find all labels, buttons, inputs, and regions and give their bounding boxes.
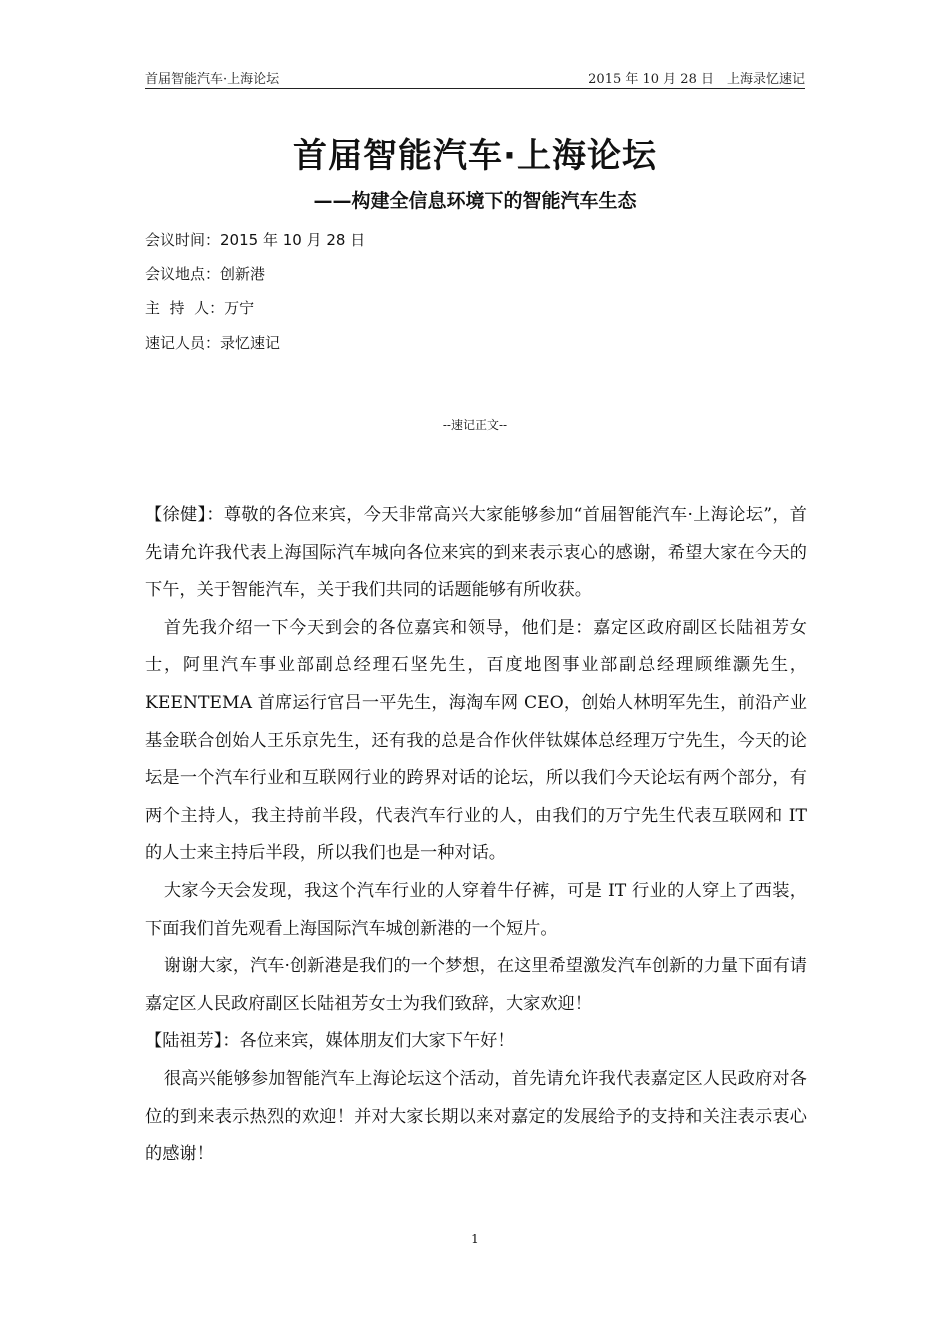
transcript-paragraph — [145, 1061, 807, 1174]
paragraph-text: 首先我介绍一下今天到会的各位嘉宾和领导，他们是：嘉定区政府副区长陆祖芳女士，阿里汽车事业部副总经理石坚先生，百度地图事业部副总经理顾维灏先生，KEENTEMA 首席运行官吕一平先生，海淘车网 CEO，创始人林明军先生，前沿产业基金联合创始人王乐京先生，还有我的总是合作伙伴钛媒体总经理万宁先生，今天的论坛是一个汽车行业和互联网行业的跨界对话的论坛，所以我们今天论坛有两个部分，有两个主持人，我主持前半段，代表汽车行业的人，由我们的万宁先生代表互联网和 IT 的人士来主持后半段，所以我们也是一种对话。 — [145, 617, 807, 864]
page-number: 1 — [471, 1232, 479, 1246]
document-title: 首届智能汽车·上海论坛 — [293, 136, 657, 176]
transcript-body — [145, 497, 807, 1174]
speaker-label: 【徐健】 — [145, 505, 207, 525]
meeting-time: 会议时间：2015 年 10 月 28 日 — [145, 231, 366, 249]
paragraph-text: ：各位来宾，媒体朋友们大家下午好！ — [222, 1031, 515, 1052]
paragraph-text: ：尊敬的各位来宾，今天非常高兴大家能够参加“首届智能汽车·上海论坛”，首先请允许我代表上海国际汽车城向各位来宾的到来表示衷心的感谢，希望大家在今天的下午，关于智能汽车，关于我们共同的话题能够有所收获。 — [145, 505, 807, 601]
transcript-divider-label: --速记正文-- — [442, 418, 508, 432]
paragraph-text: 大家今天会发现，我这个汽车行业的人穿着牛仔裤，可是 IT 行业的人穿上了西装，下面我们首先观看上海国际汽车城创新港的一个短片。 — [145, 880, 807, 939]
document-subtitle: ——构建全信息环境下的智能汽车生态 — [313, 190, 637, 212]
transcript-paragraph — [145, 610, 807, 873]
transcript-paragraph — [145, 1023, 807, 1061]
meeting-place: 会议地点：创新港 — [145, 265, 266, 283]
transcript-paragraph — [145, 497, 807, 610]
meeting-host: 主 持 人：万宁 — [145, 299, 255, 317]
header-left-text: 首届智能汽车·上海论坛 — [145, 72, 280, 87]
paragraph-text: 谢谢大家，汽车·创新港是我们的一个梦想，在这里希望激发汽车创新的力量下面有请嘉定区人民政府副区长陆祖芳女士为我们致辞，大家欢迎！ — [145, 956, 807, 1014]
header-right-text: 2015 年 10 月 28 日 上海录忆速记 — [588, 72, 805, 87]
meeting-recorder: 速记人员：录忆速记 — [145, 334, 281, 352]
page-header — [145, 66, 805, 89]
speaker-label: 【陆祖芳】 — [145, 1031, 223, 1052]
transcript-paragraph — [145, 948, 807, 1023]
paragraph-text: 很高兴能够参加智能汽车上海论坛这个活动，首先请允许我代表嘉定区人民政府对各位的到来表示热烈的欢迎！并对大家长期以来对嘉定的发展给予的支持和关注表示衷心的感谢！ — [145, 1068, 807, 1165]
transcript-paragraph — [145, 873, 807, 948]
